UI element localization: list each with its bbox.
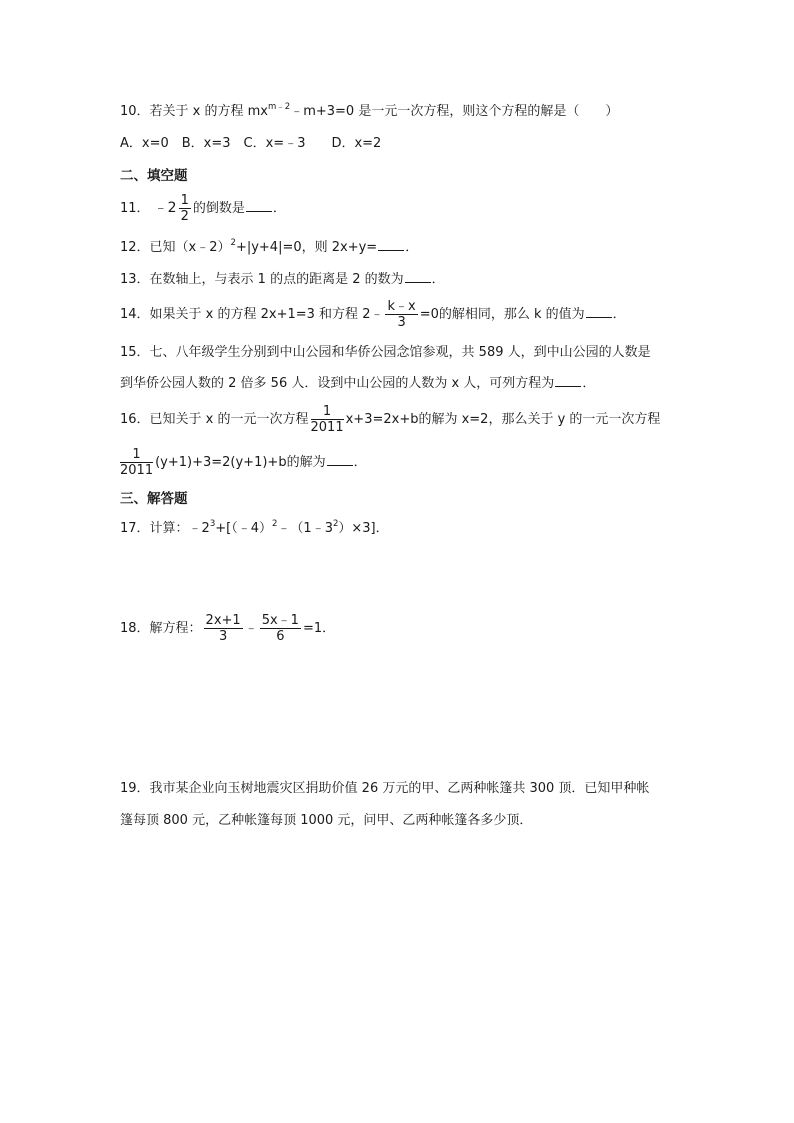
question-text: 14．如果关于 x 的方程 2x+1=3 和方程 2﹣ [120,307,384,322]
question-15-line-2 [120,374,595,393]
fraction-denominator: 3 [397,315,406,330]
question-text: =1． [302,621,336,636]
exponent: 3 [209,519,216,529]
question-text: 的倒数是 [192,201,245,216]
fraction-numerator: 1 [180,193,189,208]
exponent: m﹣2 [268,102,291,112]
question-text: x+3=2x+b的解为 x=2，那么关于 y 的一元一次方程 [345,412,661,427]
question-16-line-2 [118,448,367,477]
question-text: 16．已知关于 x 的一元一次方程 [120,412,309,427]
question-text: (y+1)+3=2(y+1)+b的解为 [155,455,326,470]
punctuation: ． [353,455,367,470]
question-text: 到华侨公园人数的 2 倍多 56 人．设到中山公园的人数为 x 人，可列方程为 [120,376,555,391]
section-heading-solve: 三、解答题 [120,491,188,507]
question-text: 若关于 x 的方程 mx [149,104,268,119]
answer-blank[interactable] [586,305,612,318]
question-text: 12．已知（x﹣2） [120,240,231,255]
question-16-line-1 [120,405,660,434]
question-13 [120,270,445,289]
punctuation: ． [405,240,419,255]
punctuation: ． [431,272,445,287]
question-text: ）×3]． [338,521,389,536]
question-18 [120,614,335,643]
minus-sign: ﹣ [244,621,258,636]
exponent: 2 [230,238,236,248]
question-text: 17．计算：﹣2 [120,521,210,536]
question-text: =0的解相同，那么 k 的值为 [419,307,585,322]
question-text: ﹣m+3=0 是一元一次方程，则这个方程的解是（ ） [290,104,619,119]
fraction-denominator: 2 [180,209,189,224]
question-text: 18．解方程： [120,621,202,636]
exponent: 2 [332,519,339,529]
exponent: 2 [272,519,278,529]
answer-blank[interactable] [327,453,353,466]
question-19-line-2: 篷每顶 800 元，乙种帐篷每顶 1000 元，问甲、乙两种帐篷各多少顶． [120,813,533,828]
fraction [260,614,301,643]
fraction-denominator: 6 [276,629,285,644]
section-heading-fill-in: 二、填空题 [120,168,188,184]
fraction-denominator: 3 [218,629,228,644]
fraction-denominator: 2011 [310,420,344,435]
answer-blank[interactable] [378,238,404,251]
question-11 [120,194,286,223]
question-17 [120,520,389,539]
fraction-numerator: 1 [120,448,153,463]
fraction-numerator: 5x﹣1 [261,613,299,628]
fraction-numerator: k﹣x [387,299,416,314]
fraction [204,614,243,643]
punctuation: ． [612,307,626,322]
question-10 [120,103,618,122]
question-10-options: A．x=0 B．x=3 C．x=﹣3 D．x=2 [120,136,382,151]
mixed-number-whole: ﹣2 [153,200,177,216]
answer-blank[interactable] [246,199,272,212]
punctuation: ． [272,201,286,216]
fraction-numerator: 1 [311,405,344,420]
fraction [311,405,344,434]
question-text: ﹣（1﹣3 [277,521,333,536]
question-text: +[（﹣4） [215,521,272,536]
answer-blank[interactable] [555,374,581,387]
answer-blank[interactable] [405,270,431,283]
question-text: +|y+4|=0，则 2x+y= [235,240,378,255]
question-14 [120,300,626,329]
fraction [385,300,417,329]
question-19-line-1: 19．我市某企业向玉树地震灾区捐助价值 26 万元的甲、乙两种帐篷共 300 顶．已知甲种帐 [120,781,650,796]
punctuation: ． [582,376,596,391]
question-12 [120,238,418,258]
question-number: 11． [120,201,150,216]
fraction-denominator: 2011 [120,463,154,478]
question-15-line-1: 15．七、八年级学生分别到中山公园和华侨公园念馆参观，共 589 人，到中山公园的人数是 [120,345,651,360]
fraction-numerator: 2x+1 [205,613,241,628]
fraction [179,194,191,223]
question-number: 10． [120,104,150,119]
fraction [120,448,153,477]
question-text: 13．在数轴上，与表示 1 的点的距离是 2 的数为 [120,272,404,287]
